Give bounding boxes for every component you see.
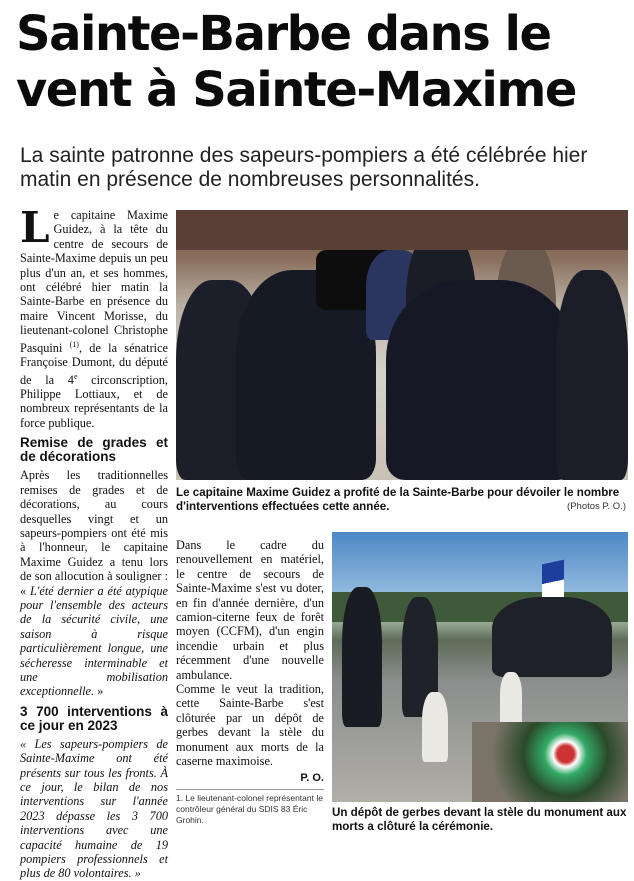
intro-text-end: circonscription, Philippe Lottiaux, et de nombreux représentants de la force publique. <box>20 372 169 430</box>
ordinal-suffix: e <box>73 371 78 381</box>
interventions-quote: « Les sapeurs-pompiers de Sainte-Maxime ont été présents sur tous les fronts. À ce jour, le bilan de nos interventions sur l'année 2023 dépasse les 3 700 interventions avec une capacité humaine de 19 pompiers professionnels et plus de 80 volontaires. » <box>20 736 168 881</box>
paragraph-ceremony <box>20 468 168 699</box>
article-column-1 <box>20 203 169 881</box>
subheading-interventions: 3 700 interventions à ce jour en 2023 <box>20 703 168 733</box>
main-photo <box>176 210 628 480</box>
second-photo <box>332 532 628 802</box>
footnote: 1. Le lieutenant-colonel représentant le contrôleur général du SDIS 83 Éric Grohin. <box>176 789 324 826</box>
drop-cap: L <box>20 203 50 252</box>
intro-text: e capitaine Maxime Guidez, à la tête du centre de secours de Sainte-Maxime depuis un peu plus d'un an, et ses hommes, ont célébré hier matin la Sainte-Barbe en présence du maire Vincent Morisse, du lieutenant-colonel Christophe Pasquini <box>20 208 168 355</box>
paragraph-tradition: Comme le veut la tradition, cette Sainte-Barbe s'est clôturée par un dépôt de gerbes devant la stèle du monument aux morts de la caserne maximoise. <box>176 682 324 769</box>
intro-text-tail: , de la sénatrice Françoise Dumont, du député de la 4 <box>20 340 168 387</box>
paragraph-ceremony-text: Après les traditionnelles remises de grades et de décorations, au cours desquelles vingt et un sapeurs-pompiers ont été mis à l'honneur, le capitaine Maxime Guidez a tenu lors de son allocution à souligner : « <box>20 468 168 598</box>
paragraph-equipment: Dans le cadre du renouvellement en matériel, le centre de secours de Sainte-Maxime s'est vu doter, en fin d'année dernière, d'un camion-citerne feux de forêt moyen (CCFM), d'un engin incendie urbain et plus récemment d'une nouvelle ambulance. <box>176 538 324 682</box>
quote-close: » <box>94 684 104 699</box>
standfirst: La sainte patronne des sapeurs-pompiers a été célébrée hier matin en présence de nombreuses personnalités. <box>20 144 588 191</box>
headline: Sainte-Barbe dans le vent à Sainte-Maxime <box>16 6 576 118</box>
main-photo-caption: Le capitaine Maxime Guidez a profité de la Sainte-Barbe pour dévoiler le nombre d'interventions effectuées cette année. <box>176 486 620 513</box>
captain-quote: L'été dernier a été atypique pour l'ensemble des acteurs de la sécurité civile, une saison à risque particulièrement longue, une sécheresse interminable et une mobilisation exceptionnelle. <box>20 583 168 699</box>
second-photo-caption: Un dépôt de gerbes devant la stèle du monument aux morts a clôturé la cérémonie. <box>332 806 627 833</box>
article-column-2 <box>176 538 324 826</box>
intro-paragraph <box>20 203 169 430</box>
subheading-grades: Remise de grades et de décorations <box>20 435 168 465</box>
photo-credit: (Photos P. O.) <box>567 501 626 512</box>
author-signature: P. O. <box>300 771 324 784</box>
footnote-ref: (1) <box>69 339 79 349</box>
